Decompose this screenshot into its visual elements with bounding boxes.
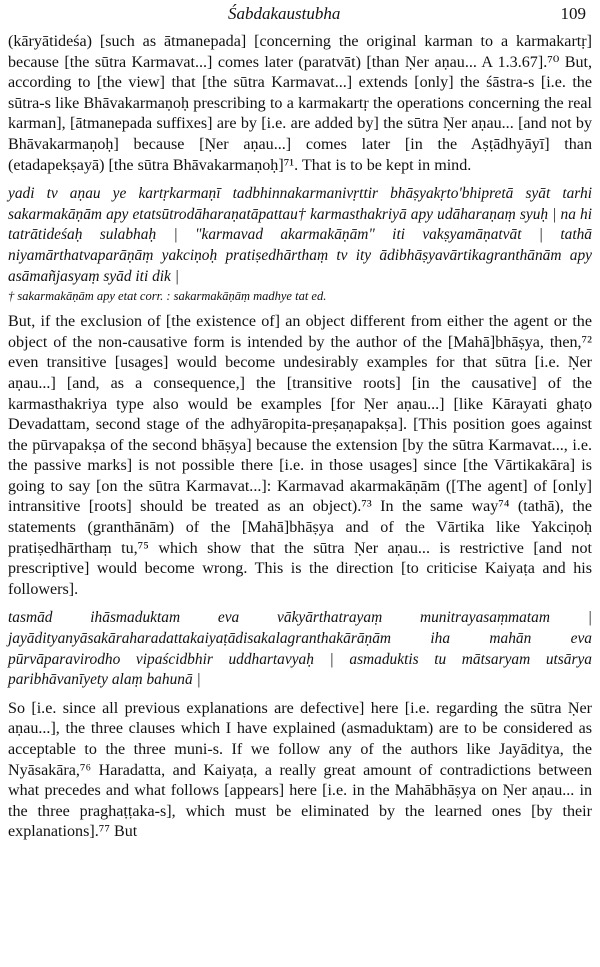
translation-paragraph: But, if the exclusion of [the existence of] an object different from either the agent or the object of the non-causative form is intended by the author of the [Mahā]bhāṣya, then,⁷² even transitive [usages] would become undesirably examples for that sūtra [i.e. Ṇer aṇau...] [and, as a consequence,] the [transitive roots] [in the causative] of the karmasthakriya type also would be examples [for Ṇer aṇau...] [like Kārayati ghaṭo Devadattam, second stage of the adhyāropita-preṣaṇapakṣa]. [This position goes against the pūrvapakṣa of the second bhāṣya] because the extension [by the sūtra Karmavat..., i.e. the passive marks] is not possible there [i.e. in those usages] since [the Vārtikakāra] is going to say [on the sūtra Karmavat...]: Karmavad akarmakāṇām ([The agent] of [only] intransitive [roots] should be treated as an object).⁷³ In the same way⁷⁴ (tathā), the statements (granthānām) of the [Mahā]bhāṣya and of the Vārtika like Yakciṇoḥ pratiṣedhārthaṃ tu,⁷⁵ which show that the sūtra Ṇer aṇau... is restrictive [and not prescriptive] would become wrong. This is the direction [to criticise Kaiyaṭa and his followers]. [8,313,592,598]
sanskrit-paragraph: yadi tv aṇau ye kartṛkarmaṇī tadbhinnakarmanivṛttir bhāṣyakṛto'bhipretā syāt tarhi sakarmakāṇām apy etatsūtrodāharaṇatāpattau† karmasthakriyā apy udāharaṇaṃ syuḥ | na hi tatrātideśaḥ sulabhaḥ | "karmavad akarmakāṇām" iti vakṣyamāṇatvāt | tathā niyamārthatvaparāṇāṃ yakciṇoḥ pratiṣedhārthaṃ tv ity ādibhāṣyavārtikagranthānām apy asāmañjasyaṃ syād iti dik | [8,185,592,285]
running-title: Śabdakaustubha [228,4,341,23]
critical-footnote: † sakarmakāṇām apy etat corr. : sakarmakāṇāṃ madhye tat ed. [8,289,327,304]
translation-paragraph: So [i.e. since all previous explanations are defective] here [i.e. regarding the sūtra Ṇer aṇau...], the three clauses which I have explained (asmaduktam) are to be considered as acceptable to the three muni-s. If we follow any of the authors like Jayāditya, the Nyāsakāra,⁷⁶ Haradatta, and Kaiyaṭa, a really great amount of contradictions between what precedes and what follows [appears] here [i.e. in the Mahābhāṣya on Ṇer aṇau... in the three praghaṭṭaka-s], which must be eliminated by the learned ones [by their explanations].⁷⁷ But [8,699,592,841]
running-header [8,4,592,32]
body-text [8,32,592,843]
translation-paragraph: (kāryātideśa) [such as ātmanepada] [concerning the original karman to a karmakartṛ] because [the sūtra Karmavat...] comes later (paratvāt) [than Ṇer aṇau... A 1.3.67].⁷⁰ But, according to [the view] that [the sūtra Karmavat...] extends [only] the śāstra-s [i.e. the sūtra-s like Bhāvakarmaṇoḥ prescribing to a karmakartṛ the operations concerning the real karman], [ātmanepada suffixes] are by [i.e. are added by] the sūtra Ṇer aṇau... [and not by Bhāvakarmaṇoḥ] because [Ṇer aṇau...] comes later [in the Aṣṭādhyāyī] than (etadapekṣayā) [the sūtra Bhāvakarmaṇoḥ]⁷¹. That is to be kept in mind. [8,33,592,174]
sanskrit-paragraph: tasmād ihāsmaduktam eva vākyārthatrayaṃ munitrayasaṃmatam | jayādityanyāsakāraharadattakaiyaṭādisakalagranthakārāṇām iha mahān eva pūrvāparavirodho vipaścidbhir uddhartavyaḥ | asmaduktis tu mātsaryam utsārya paribhāvanīyety alaṃ bahunā | [8,609,592,689]
page-number: 109 [560,4,586,23]
